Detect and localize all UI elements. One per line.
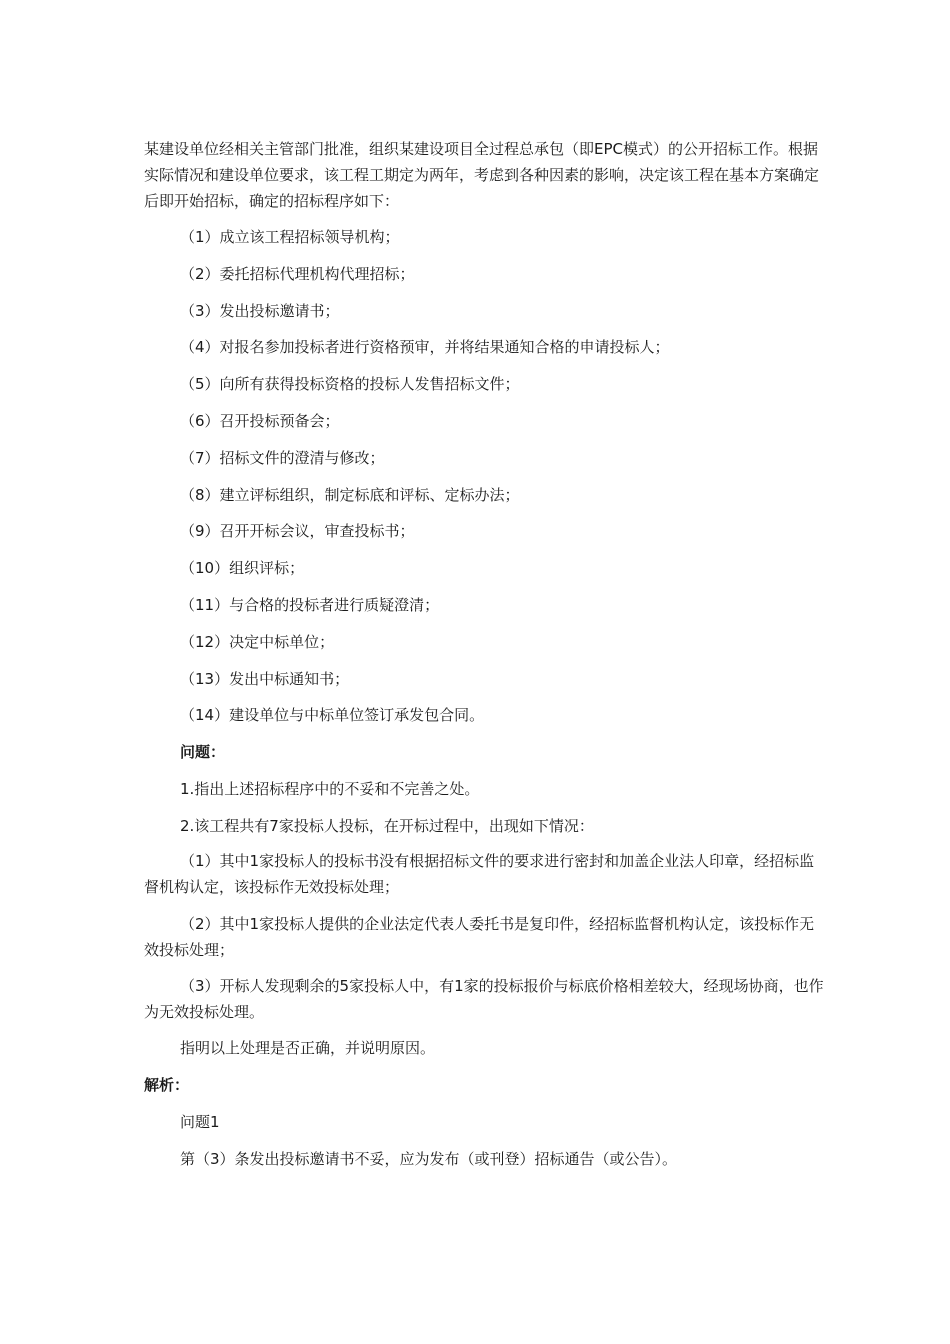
step-10: （10）组织评标； xyxy=(180,559,305,577)
step-2: （2）委托招标代理机构代理招标； xyxy=(180,265,415,283)
analysis-question-1-heading: 问题1 xyxy=(180,1113,220,1131)
step-14: （14）建设单位与中标单位签订承发包合同。 xyxy=(180,706,485,724)
question-2-case-1: （1）其中1家投标人的投标书没有根据招标文件的要求进行密封和加盖企业法人印章，经招标监督机构认定，该投标作无效投标处理； xyxy=(144,852,815,896)
step-5: （5）向所有获得投标资格的投标人发售招标文件； xyxy=(180,375,520,393)
step-4: （4）对报名参加投标者进行资格预审，并将结果通知合格的申请投标人； xyxy=(180,338,670,356)
question-2-case-3: （3）开标人发现剩余的5家投标人中，有1家的投标报价与标底价格相差较大，经现场协商，也作为无效投标处理。 xyxy=(144,977,824,1021)
question-1: 1.指出上述招标程序中的不妥和不完善之处。 xyxy=(180,780,480,798)
step-9: （9）召开开标会议，审查投标书； xyxy=(180,522,415,540)
step-8: （8）建立评标组织，制定标底和评标、定标办法； xyxy=(180,486,520,504)
step-12: （12）决定中标单位； xyxy=(180,633,335,651)
questions-heading: 问题： xyxy=(180,743,226,761)
analysis-question-1-text: 第（3）条发出投标邀请书不妥，应为发布（或刊登）招标通告（或公告）。 xyxy=(180,1150,678,1168)
intro-paragraph: 某建设单位经相关主管部门批准，组织某建设项目全过程总承包（即EPC模式）的公开招标工作。根据实际情况和建设单位要求，该工程工期定为两年，考虑到各种因素的影响，决定该工程在基本方案确定后即开始招标，确定的招标程序如下： xyxy=(144,140,820,210)
analysis-heading: 解析： xyxy=(144,1076,190,1094)
question-2: 2.该工程共有7家投标人投标，在开标过程中，出现如下情况： xyxy=(180,817,594,835)
question-2-case-2: （2）其中1家投标人提供的企业法定代表人委托书是复印件，经招标监督机构认定，该投标作无效投标处理； xyxy=(144,915,815,959)
step-3: （3）发出投标邀请书； xyxy=(180,302,340,320)
step-7: （7）招标文件的澄清与修改； xyxy=(180,449,385,467)
question-2-ask: 指明以上处理是否正确，并说明原因。 xyxy=(180,1039,436,1057)
step-11: （11）与合格的投标者进行质疑澄清； xyxy=(180,596,440,614)
step-6: （6）召开投标预备会； xyxy=(180,412,340,430)
step-1: （1）成立该工程招标领导机构； xyxy=(180,228,400,246)
step-13: （13）发出中标通知书； xyxy=(180,670,350,688)
